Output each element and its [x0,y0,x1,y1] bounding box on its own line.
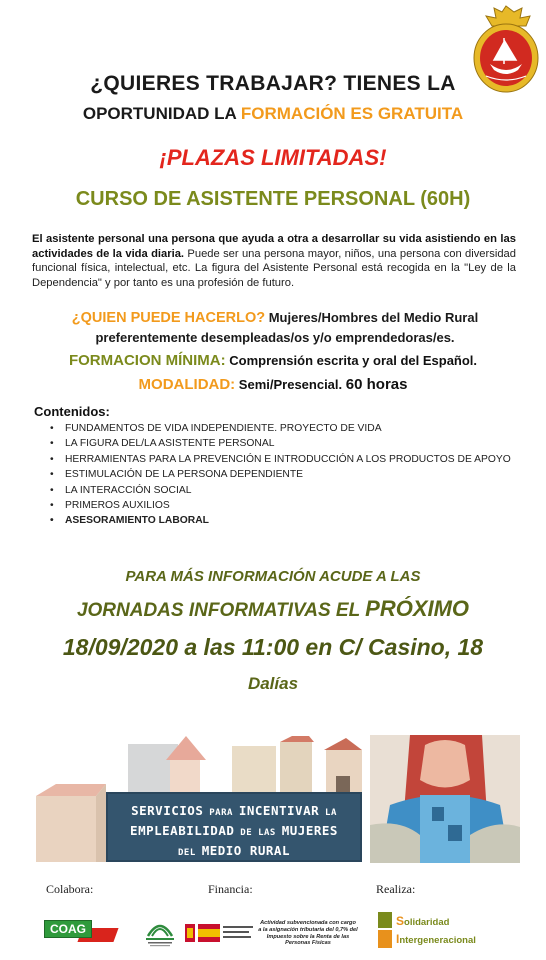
banner-word: SERVICIOS [131,803,204,818]
course-title: CURSO DE ASISTENTE PERSONAL (60H) [75,188,471,210]
banner-word: INCENTIVAR [238,803,320,818]
list-item: • LA FIGURA DEL/LA ASISTENTE PERSONAL [50,436,511,451]
banner-word: DEL [178,848,202,858]
event-town: Dalías [247,674,299,693]
collaborates-label: Colabora: [46,882,94,896]
formacion-label: FORMACION MÍNIMA: [68,352,226,369]
modality [0,376,546,393]
list-item: • LA INTERACCIÓN SOCIAL [50,483,511,498]
banner-word: MEDIO RURAL [201,843,290,858]
info-line2-prefix: JORNADAS INFORMATIVAS EL [76,600,366,621]
banner-word: DE LAS [234,828,282,838]
contents-list [50,421,511,529]
modalidad-label: MODALIDAD: [138,376,236,393]
program-banner [36,736,362,864]
banner-word: MUJERES [281,823,338,838]
list-item: • ESTIMULACIÓN DE LA PERSONA DEPENDIENTE [50,467,511,482]
minimum-training [0,352,546,369]
junta-andalucia-logo [140,914,180,948]
banner-word: PARA [203,808,239,818]
coag-text: COAG [44,920,92,938]
description-rest: Puede ser una persona mayor, niños, una persona con diversidad funcional física, intelectual, etc. La figura del Asistente Personal está recogida en la "Ley de la Dependencia" y por tanto es una profesión de futuro. [32,247,517,289]
headline-free-training: FORMACIÓN ES GRATUITA [240,104,464,123]
organizes-label: Realiza: [376,882,416,896]
logo-line2: Intergeneracional [396,932,476,946]
modalidad-value: Semi/Presencial. [235,377,346,392]
headline-line2 [0,104,546,124]
contents-title: Contenidos: [34,404,110,419]
logo-line1: Solidaridad [396,914,450,928]
banner-title [108,802,360,862]
banner-title-box [106,792,362,862]
who-question: ¿QUIEN PUEDE HACERLO? [71,310,266,326]
spanish-government-logo [185,922,255,944]
formacion-value: Comprensión escrita y oral del Español. [225,353,478,368]
solidaridad-intergeneracional-logo [378,910,508,950]
list-item: • FUNDAMENTOS DE VIDA INDEPENDIENTE. PROYECTO DE VIDA [50,421,511,436]
who-answer-line2: preferentemente desempleadas/os y/o emprendedoras/es. [95,330,455,345]
banner-word: EMPLEABILIDAD [130,823,235,838]
limited-places-title: ¡PLAZAS LIMITADAS! [159,145,387,170]
list-item: • ASESORAMIENTO LABORAL [50,513,511,528]
info-next: PRÓXIMO [365,596,470,621]
who-can-do-it [40,308,510,347]
info-line1: PARA MÁS INFORMACIÓN ACUDE A LAS [125,568,421,585]
coag-logo [44,920,116,944]
list-item: • HERRAMIENTAS PARA LA PREVENCIÓN E INTRODUCCIÓN A LOS PRODUCTOS DE APOYO [50,452,511,467]
course-description [32,232,516,290]
description-bold: El asistente personal una persona que ayuda a otra a desarrollar su vida asistiendo en las actividades de la vida diaria. [32,233,516,260]
irpf-funding-note: Actividad subvencionada con cargo a la asignación tributaria del 0,7% del Impuesto sobre la Renta de las Personas Físicas [258,920,358,947]
finances-label: Financia: [208,882,253,896]
who-answer-line1: Mujeres/Hombres del Medio Rural [265,310,479,325]
info-line2 [0,596,546,622]
modalidad-hours: 60 horas [345,376,408,393]
banner-word: LA [319,808,337,818]
headline-line2-prefix: OPORTUNIDAD LA [82,104,241,123]
woman-illustration [370,735,520,863]
event-date-location: 18/09/2020 a las 11:00 en C/ Casino, 18 [62,634,484,660]
headline-line1: ¿QUIERES TRABAJAR? TIENES LA [90,72,456,95]
logo-mark-icon [378,910,394,950]
list-item: • PRIMEROS AUXILIOS [50,498,511,513]
